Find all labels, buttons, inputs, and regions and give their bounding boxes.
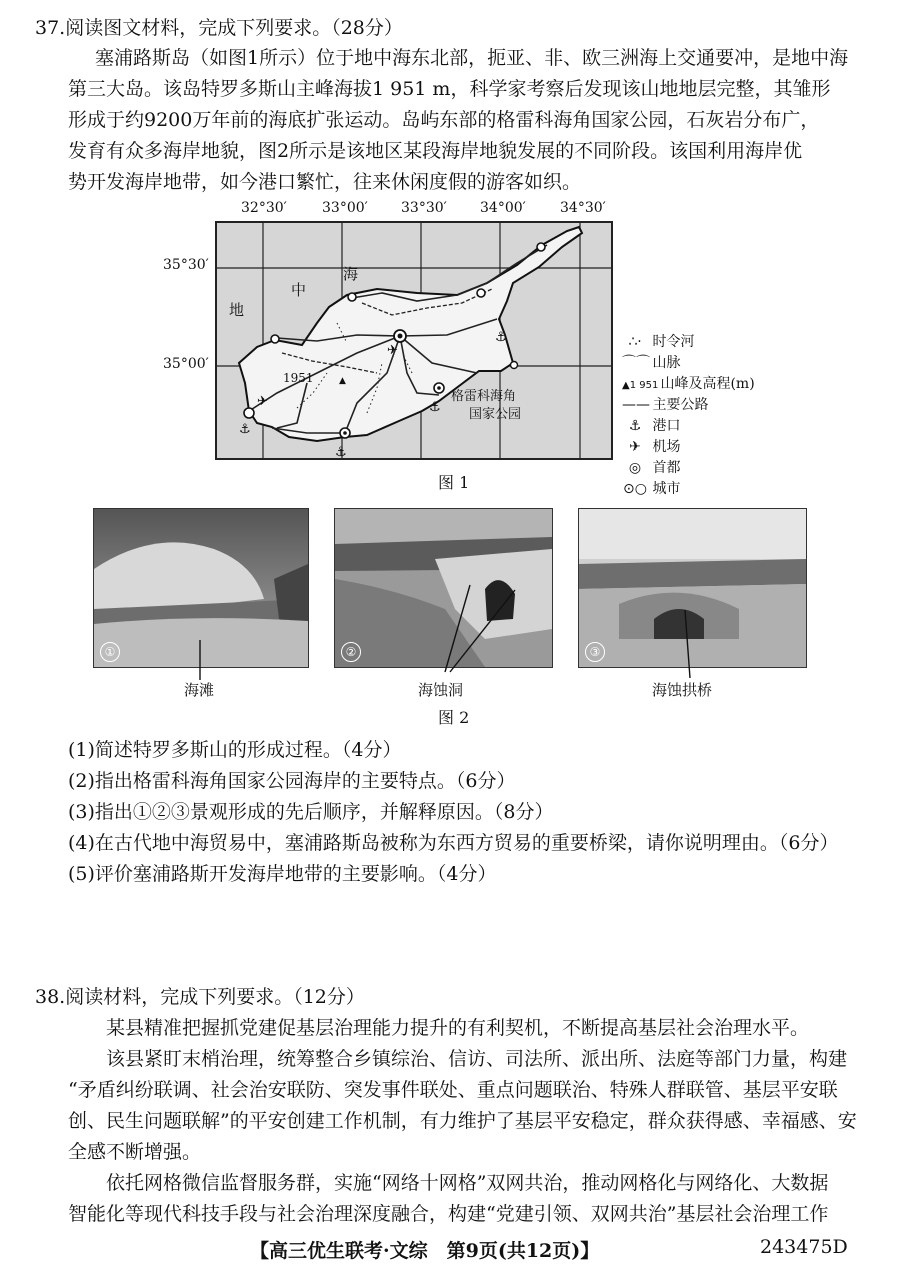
photo-label: 海滩 [184,681,215,699]
q38-paragraph-line: 依托网格微信监督服务群，实施“网络十网格”双网共治，推动网格化与网络化、大数据 [106,1172,829,1194]
sea-label-char: 地 [229,301,245,319]
q37-subquestion: (2)指出格雷科海角国家公园海岸的主要特点。（6分） [68,770,516,792]
q37-subquestion: (4)在古代地中海贸易中，塞浦路斯岛被称为东西方贸易的重要桥梁，请你说明理由。（6分） [68,832,839,854]
q38-paragraph-line: 创、民生问题联解”的平安创建工作机制，有力维护了基层平安稳定，群众获得感、幸福感、安 [68,1110,857,1132]
park-label: 格雷科海角 [451,389,517,404]
map-latitude-label: 35°00′ [163,356,209,372]
q37-paragraph-line: 势开发海岸地带，如今港口繁忙，往来休闲度假的游客如织。 [68,171,582,193]
legend-capital: ◎ 首都 [622,457,680,477]
map-longitude-label: 34°30′ [560,200,606,216]
q37-subquestion: (3)指出①②③景观形成的先后顺序，并解释原因。（8分） [68,801,554,823]
q37-paragraph-line: 第三大岛。该岛特罗多斯山主峰海拔1 951 m，科学家考察后发现该山地地层完整，其雏形 [68,78,831,100]
svg-text:✈: ✈ [257,394,268,409]
dotted-line-icon: ∴· [628,334,642,350]
sea-label-char: 中 [291,281,307,299]
airplane-icon: ✈ [629,439,641,455]
map-longitude-label: 32°30′ [241,200,287,216]
q37-paragraph-line: 发育有众多海岸地貌，图2所示是该地区某段海岸地貌发展的不同阶段。该国利用海岸优 [68,140,803,162]
map-latitude-label: 35°30′ [163,257,209,273]
photo-number: ① [100,642,120,662]
capital-icon: ◎ [628,460,642,476]
svg-text:⚓: ⚓ [335,445,347,458]
legend-peak: ▲1 951 山峰及高程(m) [622,376,755,392]
map-longitude-label: 34°00′ [480,200,526,216]
q37-heading: 37.阅读图文材料，完成下列要求。（28分） [35,17,403,39]
page-footer-title: 【高三优生联考·文综 第9页(共12页)】 [250,1240,600,1262]
q37-subquestion: (5)评价塞浦路斯开发海岸地带的主要影响。（4分） [68,863,497,885]
q37-paragraph-line: 塞浦路斯岛（如图1所示）位于地中海东北部，扼亚、非、欧三洲海上交通要冲，是地中海 [95,47,849,69]
q37-paragraph-line: 形成于约9200万年前的海底扩张运动。岛屿东部的格雷科海角国家公园，石灰岩分布广， [68,109,820,131]
legend-airport: ✈ 机场 [622,436,680,456]
anchor-icon: ⚓ [628,418,642,434]
svg-text:⚓: ⚓ [429,400,441,415]
map-longitude-label: 33°30′ [401,200,447,216]
q38-heading: 38.阅读材料，完成下列要求。（12分） [35,986,365,1008]
peak-elevation-label: 1951 [283,371,314,385]
figure-2-caption: 图 2 [438,708,470,727]
park-label: 国家公园 [469,407,522,422]
photo-label: 海蚀拱桥 [652,681,713,699]
q38-paragraph-line: 某县精准把握抓党建促基层治理能力提升的有利契机，不断提高基层社会治理水平。 [106,1017,810,1039]
q38-paragraph-line: “矛盾纠纷联调、社会治安联防、突发事件联处、重点问题联治、特殊人群联管、基层平安联 [68,1079,838,1101]
mountain-icon: ⌒⌒ [622,355,650,371]
q38-paragraph-line: 智能化等现代科技手段与社会治理深度融合，构建“党建引领、双网共治”基层社会治理工作 [68,1203,829,1225]
legend-seasonal-river: ∴· 时令河 [622,331,694,351]
svg-text:✈: ✈ [387,343,398,358]
city-icon: ⊙○ [623,481,647,497]
legend-city: ⊙○ 城市 [623,481,681,497]
q38-paragraph-line: 全感不断增强。 [68,1141,202,1163]
q37-subquestion: (1)简述特罗多斯山的形成过程。（4分） [68,739,402,761]
legend-port: ⚓ 港口 [622,415,680,435]
svg-text:⚓: ⚓ [239,422,251,437]
page-footer-code: 243475D [760,1236,848,1258]
road-icon: —— [622,397,650,413]
peak-icon: ▲1 951 [622,380,659,391]
photo-label: 海蚀洞 [418,681,464,699]
svg-text:⚓: ⚓ [495,330,507,345]
legend-mountain: ⌒⌒ 山脉 [622,352,680,372]
legend-road: —— 主要公路 [622,397,709,413]
photo-number: ③ [585,642,605,662]
q38-paragraph-line: 该县紧盯末梢治理，统筹整合乡镇综治、信访、司法所、派出所、法庭等部门力量，构建 [106,1048,848,1070]
figure-1-caption: 图 1 [438,473,470,492]
photo-number: ② [341,642,361,662]
sea-label-char: 海 [343,265,359,283]
svg-text:▲: ▲ [339,376,346,386]
map-longitude-label: 33°00′ [322,200,368,216]
